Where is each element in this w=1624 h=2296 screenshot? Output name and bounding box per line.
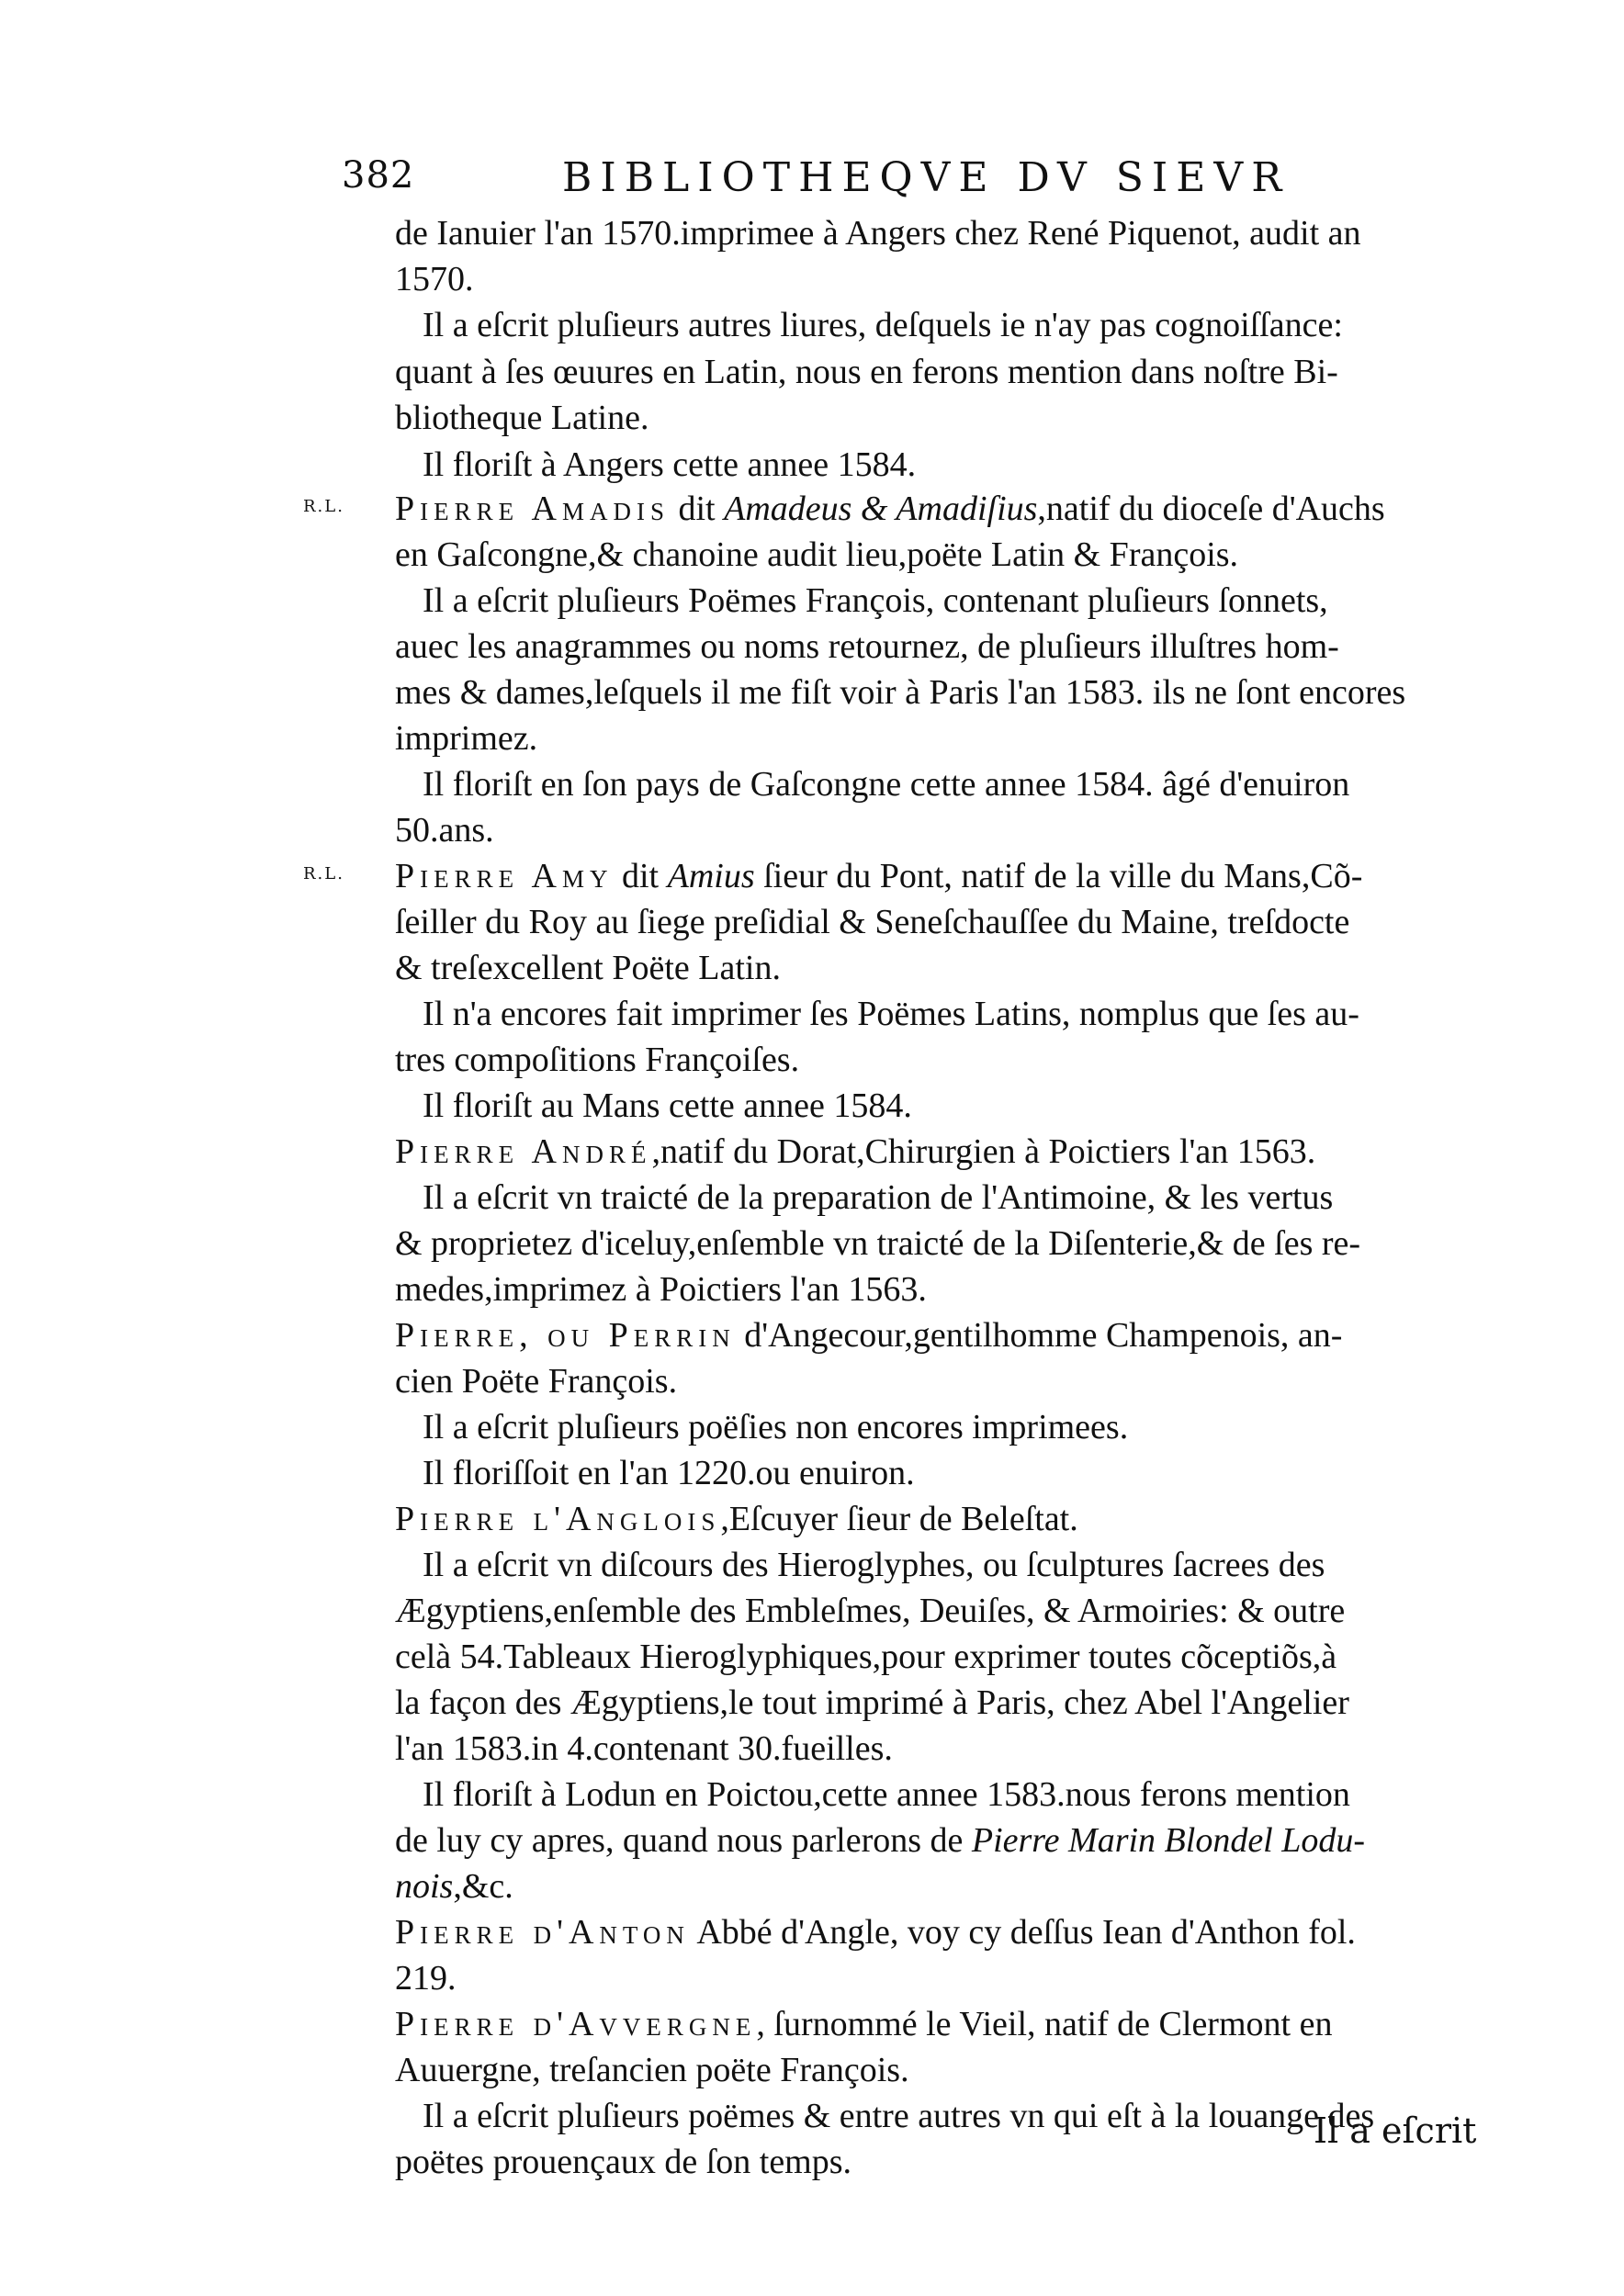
entry-heading: Pierre André,natif du Dorat,Chirurgien à Poictiers l'an 1563.: [395, 1132, 1316, 1171]
text-line: Auuergne, treſancien poëte François.: [395, 2051, 909, 2089]
text-line: 1570.: [395, 260, 474, 298]
text-line: Il a eſcrit vn traicté de la preparation de l'Antimoine, & les vertus: [423, 1178, 1334, 1217]
text-line: tres compoſitions Françoiſes.: [395, 1041, 800, 1079]
text-line: Il a eſcrit vn diſcours des Hieroglyphes, ou ſculptures ſacrees des: [423, 1546, 1325, 1584]
text-line: celà 54.Tableaux Hieroglyphiques,pour exprimer toutes cõceptiõs,à: [395, 1638, 1337, 1676]
text-line: cien Poëte François.: [395, 1362, 678, 1401]
text-line: Ægyptiens,enſemble des Embleſmes, Deuiſes, & Armoiries: & outre: [395, 1592, 1346, 1630]
text-line: l'an 1583.in 4.contenant 30.fueilles.: [395, 1729, 893, 1768]
text-line: de Ianuier l'an 1570.imprimee à Angers chez René Piquenot, audit an: [395, 214, 1361, 253]
text-line: Il floriſt à Lodun en Poictou,cette annee 1583.nous ferons mention: [423, 1775, 1350, 1814]
author-name: Pierre André: [395, 1132, 652, 1171]
author-name: Pierre d'Avvergne: [395, 2005, 757, 2043]
page-header: [342, 154, 1297, 209]
text-line: Il floriſt en ſon pays de Gaſcongne cette annee 1584. âgé d'enuiron: [423, 765, 1350, 804]
text-line: nois,&c.: [395, 1867, 513, 1906]
page-number: 382: [342, 154, 415, 197]
author-name: Pierre l'Anglois: [395, 1500, 721, 1538]
text-line: Il a eſcrit pluſieurs poëſies non encores imprimees.: [423, 1408, 1129, 1446]
margin-mark: R.L.: [303, 497, 344, 516]
text-line: mes & dames,leſquels il me fiſt voir à Paris l'an 1583. ils ne ſont encores: [395, 673, 1406, 712]
text-line: 219.: [395, 1959, 457, 1998]
text-line: bliotheque Latine.: [395, 399, 649, 437]
entry-heading: Pierre Amadis dit Amadeus & Amadiſius,natif du dioceſe d'Auchs: [395, 490, 1385, 528]
cross-reference: Pierre Marin Blondel Lodu-: [971, 1821, 1366, 1860]
entry-heading: Pierre Amy dit Amius ſieur du Pont, natif de la ville du Mans,Cõ-: [395, 857, 1363, 895]
text-line: imprimez.: [395, 719, 538, 758]
latin-name: Amius: [667, 857, 755, 895]
text-line: medes,imprimez à Poictiers l'an 1563.: [395, 1270, 927, 1309]
text-line: Il floriſt à Angers cette annee 1584.: [423, 445, 917, 484]
text-line: Il floriſſoit en l'an 1220.ou enuiron.: [423, 1454, 915, 1492]
text-line: Il a eſcrit pluſieurs Poëmes François, contenant pluſieurs ſonnets,: [423, 581, 1328, 620]
text-line: de luy cy apres, quand nous parlerons de Pierre Marin Blondel Lodu-: [395, 1821, 1366, 1860]
text-line: quant à ſes œuures en Latin, nous en ferons mention dans noſtre Bi-: [395, 353, 1338, 391]
text-line: poëtes prouençaux de ſon temps.: [395, 2143, 852, 2181]
entry-heading: Pierre d'Avvergne, ſurnommé le Vieil, natif de Clermont en: [395, 2005, 1333, 2043]
text-line: Il a eſcrit pluſieurs poëmes & entre autres vn qui eſt à la louange des: [423, 2097, 1375, 2135]
text-line: en Gaſcongne,& chanoine audit lieu,poëte Latin & François.: [395, 535, 1239, 574]
text-line: auec les anagrammes ou noms retournez, de pluſieurs illuſtres hom-: [395, 627, 1339, 666]
latin-name: Amadeus & Amadiſius: [724, 490, 1038, 528]
text-line: Il n'a encores fait imprimer ſes Poëmes Latins, nomplus que ſes au-: [423, 995, 1359, 1033]
text-line: la façon des Ægyptiens,le tout imprimé à Paris, chez Abel l'Angelier: [395, 1683, 1349, 1722]
entry-heading: Pierre d'Anton Abbé d'Angle, voy cy deſſus Iean d'Anthon fol.: [395, 1913, 1356, 1952]
margin-mark: R.L.: [303, 864, 344, 884]
author-name: Pierre Amadis: [395, 490, 670, 528]
text-line: & proprietez d'iceluy,enſemble vn traicté de la Diſenterie,& de ſes re-: [395, 1224, 1361, 1263]
text-line: Il a eſcrit pluſieurs autres liures, deſquels ie n'ay pas cognoiſſance:: [423, 306, 1343, 344]
author-name: Pierre Amy: [395, 857, 614, 895]
author-name: Pierre, ou Perrin: [395, 1316, 736, 1355]
text-line: 50.ans.: [395, 811, 494, 850]
text-line: Il floriſt au Mans cette annee 1584.: [423, 1086, 912, 1125]
entry-heading: Pierre, ou Perrin d'Angecour,gentilhomme Champenois, an-: [395, 1316, 1343, 1355]
catchword: Il a eſcrit: [1314, 2110, 1477, 2151]
entry-heading: Pierre l'Anglois,Eſcuyer ſieur de Beleſtat.: [395, 1500, 1078, 1538]
author-name: Pierre d'Anton: [395, 1913, 690, 1952]
text-line: & treſexcellent Poëte Latin.: [395, 949, 781, 987]
text-line: ſeiller du Roy au ſiege preſidial & Seneſchauſſee du Maine, treſdocte: [395, 903, 1350, 941]
running-title: BIBLIOTHEQVE DV SIEVR: [562, 154, 1291, 201]
